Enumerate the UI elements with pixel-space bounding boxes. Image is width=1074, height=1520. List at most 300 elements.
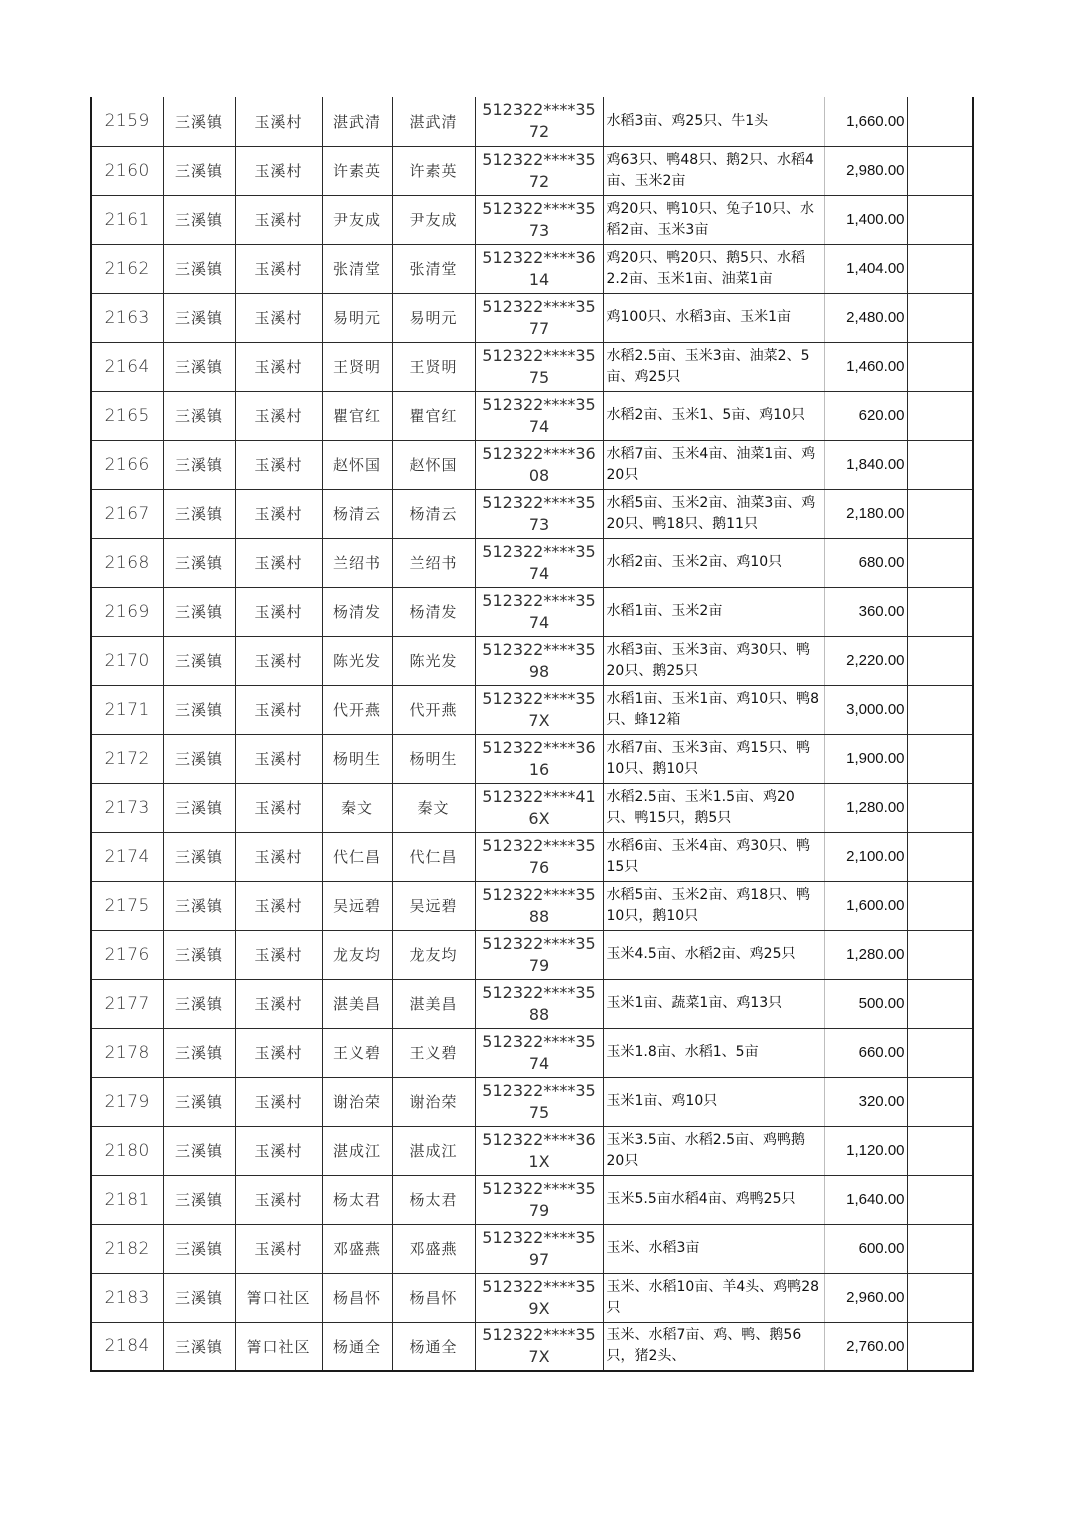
remarks-cell — [907, 440, 973, 489]
row-number-cell: 2171 — [91, 685, 163, 734]
village-cell: 玉溪村 — [235, 1224, 322, 1273]
table-row — [91, 1273, 973, 1322]
village-cell: 玉溪村 — [235, 244, 322, 293]
subsidy-items-cell: 水稻7亩、玉米3亩、鸡15只、鸭10只、鹅10只 — [603, 734, 824, 783]
subsidy-items-cell: 水稻2亩、玉米2亩、鸡10只 — [603, 538, 824, 587]
id-number-line-1: 512322****35 — [482, 688, 596, 708]
id-number-line-2: 98 — [528, 661, 550, 681]
id-number-line-2: 74 — [528, 612, 550, 632]
payee-cell: 龙友均 — [392, 930, 475, 979]
payee-cell: 湛武清 — [392, 97, 475, 146]
id-number-line-1: 512322****35 — [482, 394, 596, 414]
remarks-cell — [907, 1322, 973, 1371]
subsidy-items-cell: 玉米、水稻10亩、羊4头、鸡鸭28只 — [603, 1273, 824, 1322]
id-number-line-2: 88 — [528, 1004, 550, 1024]
id-number-line-1: 512322****35 — [482, 296, 596, 316]
id-number-cell — [475, 587, 603, 636]
household-head-cell: 杨清发 — [322, 587, 392, 636]
row-number-cell: 2180 — [91, 1126, 163, 1175]
id-number-line-1: 512322****35 — [482, 1227, 596, 1247]
payee-cell: 瞿官红 — [392, 391, 475, 440]
amount-cell: 1,460.00 — [824, 342, 907, 391]
id-number-line-2: 1X — [528, 1151, 550, 1171]
amount-cell: 360.00 — [824, 587, 907, 636]
subsidy-items-cell: 鸡100只、水稻3亩、玉米1亩 — [603, 293, 824, 342]
amount-cell: 1,400.00 — [824, 195, 907, 244]
row-number-cell: 2169 — [91, 587, 163, 636]
remarks-cell — [907, 146, 973, 195]
household-head-cell: 湛武清 — [322, 97, 392, 146]
table-row — [91, 636, 973, 685]
village-cell: 玉溪村 — [235, 146, 322, 195]
town-cell: 三溪镇 — [163, 734, 235, 783]
village-cell: 玉溪村 — [235, 734, 322, 783]
id-number-cell — [475, 97, 603, 146]
amount-cell: 1,640.00 — [824, 1175, 907, 1224]
id-number-line-2: 73 — [528, 220, 550, 240]
household-head-cell: 赵怀国 — [322, 440, 392, 489]
amount-cell: 2,480.00 — [824, 293, 907, 342]
town-cell: 三溪镇 — [163, 293, 235, 342]
table-row — [91, 195, 973, 244]
town-cell: 三溪镇 — [163, 244, 235, 293]
amount-cell: 1,280.00 — [824, 783, 907, 832]
row-number-cell: 2168 — [91, 538, 163, 587]
table-row — [91, 881, 973, 930]
town-cell: 三溪镇 — [163, 1175, 235, 1224]
town-cell: 三溪镇 — [163, 1224, 235, 1273]
town-cell: 三溪镇 — [163, 685, 235, 734]
remarks-cell — [907, 1224, 973, 1273]
payee-cell: 杨昌怀 — [392, 1273, 475, 1322]
payee-cell: 兰绍书 — [392, 538, 475, 587]
id-number-line-1: 512322****35 — [482, 1325, 596, 1345]
household-head-cell: 瞿官红 — [322, 391, 392, 440]
remarks-cell — [907, 636, 973, 685]
amount-cell: 2,180.00 — [824, 489, 907, 538]
row-number-cell: 2162 — [91, 244, 163, 293]
table-row — [91, 1077, 973, 1126]
amount-cell: 1,600.00 — [824, 881, 907, 930]
village-cell: 玉溪村 — [235, 979, 322, 1028]
table-body — [91, 97, 973, 1371]
row-number-cell: 2175 — [91, 881, 163, 930]
id-number-line-1: 512322****35 — [482, 590, 596, 610]
remarks-cell — [907, 538, 973, 587]
subsidy-items-cell: 水稻2.5亩、玉米3亩、油菜2、5亩、鸡25只 — [603, 342, 824, 391]
id-number-cell — [475, 1224, 603, 1273]
table-row — [91, 930, 973, 979]
town-cell: 三溪镇 — [163, 1126, 235, 1175]
household-head-cell: 杨太君 — [322, 1175, 392, 1224]
id-number-cell — [475, 195, 603, 244]
payee-cell: 邓盛燕 — [392, 1224, 475, 1273]
village-cell: 玉溪村 — [235, 538, 322, 587]
town-cell: 三溪镇 — [163, 587, 235, 636]
row-number-cell: 2166 — [91, 440, 163, 489]
village-cell: 玉溪村 — [235, 1126, 322, 1175]
table-row — [91, 440, 973, 489]
subsidy-items-cell: 玉米4.5亩、水稻2亩、鸡25只 — [603, 930, 824, 979]
household-head-cell: 湛成江 — [322, 1126, 392, 1175]
table-row — [91, 685, 973, 734]
id-number-cell — [475, 440, 603, 489]
remarks-cell — [907, 734, 973, 783]
payee-cell: 吴远碧 — [392, 881, 475, 930]
row-number-cell: 2182 — [91, 1224, 163, 1273]
household-head-cell: 兰绍书 — [322, 538, 392, 587]
remarks-cell — [907, 1077, 973, 1126]
household-head-cell: 陈光发 — [322, 636, 392, 685]
subsidy-items-cell: 水稻3亩、玉米3亩、鸡30只、鸭20只、鹅25只 — [603, 636, 824, 685]
subsidy-items-cell: 玉米1亩、蔬菜1亩、鸡13只 — [603, 979, 824, 1028]
id-number-line-1: 512322****35 — [482, 100, 596, 120]
town-cell: 三溪镇 — [163, 1028, 235, 1077]
subsidy-items-cell: 鸡20只、鸭20只、鹅5只、水稻2.2亩、玉米1亩、油菜1亩 — [603, 244, 824, 293]
row-number-cell: 2167 — [91, 489, 163, 538]
village-cell: 玉溪村 — [235, 293, 322, 342]
household-head-cell: 易明元 — [322, 293, 392, 342]
row-number-cell: 2183 — [91, 1273, 163, 1322]
remarks-cell — [907, 930, 973, 979]
id-number-line-1: 512322****35 — [482, 198, 596, 218]
id-number-cell — [475, 930, 603, 979]
household-head-cell: 谢治荣 — [322, 1077, 392, 1126]
id-number-line-1: 512322****35 — [482, 149, 596, 169]
id-number-cell — [475, 1175, 603, 1224]
row-number-cell: 2170 — [91, 636, 163, 685]
village-cell: 箐口社区 — [235, 1273, 322, 1322]
id-number-cell — [475, 244, 603, 293]
id-number-line-2: 16 — [528, 759, 550, 779]
row-number-cell: 2165 — [91, 391, 163, 440]
household-head-cell: 龙友均 — [322, 930, 392, 979]
id-number-cell — [475, 391, 603, 440]
id-number-cell — [475, 1028, 603, 1077]
payee-cell: 王义碧 — [392, 1028, 475, 1077]
subsidy-items-cell: 玉米、水稻7亩、鸡、鸭、鹅56只，猪2头、 — [603, 1322, 824, 1371]
town-cell: 三溪镇 — [163, 146, 235, 195]
village-cell: 玉溪村 — [235, 97, 322, 146]
id-number-line-2: 88 — [528, 906, 550, 926]
payee-cell: 代开燕 — [392, 685, 475, 734]
subsidy-items-cell: 水稻5亩、玉米2亩、鸡18只、鸭10只，鹅10只 — [603, 881, 824, 930]
household-head-cell: 杨通全 — [322, 1322, 392, 1371]
row-number-cell: 2161 — [91, 195, 163, 244]
village-cell: 玉溪村 — [235, 342, 322, 391]
table-row — [91, 587, 973, 636]
id-number-line-1: 512322****35 — [482, 492, 596, 512]
village-cell: 玉溪村 — [235, 783, 322, 832]
town-cell: 三溪镇 — [163, 979, 235, 1028]
id-number-line-1: 512322****35 — [482, 1031, 596, 1051]
id-number-line-1: 512322****35 — [482, 639, 596, 659]
id-number-line-2: 97 — [528, 1249, 550, 1269]
id-number-line-1: 512322****41 — [482, 786, 596, 806]
table-row — [91, 342, 973, 391]
remarks-cell — [907, 587, 973, 636]
remarks-cell — [907, 685, 973, 734]
remarks-cell — [907, 244, 973, 293]
table-row — [91, 734, 973, 783]
table-row — [91, 1175, 973, 1224]
household-head-cell: 邓盛燕 — [322, 1224, 392, 1273]
id-number-line-2: 74 — [528, 416, 550, 436]
table-row — [91, 391, 973, 440]
id-number-line-1: 512322****36 — [482, 247, 596, 267]
remarks-cell — [907, 342, 973, 391]
payee-cell: 赵怀国 — [392, 440, 475, 489]
village-cell: 玉溪村 — [235, 685, 322, 734]
subsidy-items-cell: 鸡63只、鸭48只、鹅2只、水稻4亩、玉米2亩 — [603, 146, 824, 195]
id-number-line-1: 512322****35 — [482, 345, 596, 365]
id-number-cell — [475, 489, 603, 538]
id-number-line-1: 512322****36 — [482, 443, 596, 463]
amount-cell: 620.00 — [824, 391, 907, 440]
amount-cell: 2,100.00 — [824, 832, 907, 881]
id-number-line-2: 75 — [528, 1102, 550, 1122]
row-number-cell: 2177 — [91, 979, 163, 1028]
amount-cell: 1,120.00 — [824, 1126, 907, 1175]
payee-cell: 湛美昌 — [392, 979, 475, 1028]
subsidy-items-cell: 水稻6亩、玉米4亩、鸡30只、鸭15只 — [603, 832, 824, 881]
town-cell: 三溪镇 — [163, 538, 235, 587]
town-cell: 三溪镇 — [163, 1077, 235, 1126]
payee-cell: 王贤明 — [392, 342, 475, 391]
id-number-cell — [475, 685, 603, 734]
row-number-cell: 2163 — [91, 293, 163, 342]
amount-cell: 500.00 — [824, 979, 907, 1028]
household-head-cell: 吴远碧 — [322, 881, 392, 930]
village-cell: 玉溪村 — [235, 1077, 322, 1126]
payee-cell: 秦文 — [392, 783, 475, 832]
table-row — [91, 832, 973, 881]
village-cell: 玉溪村 — [235, 832, 322, 881]
subsidy-items-cell: 玉米5.5亩水稻4亩、鸡鸭25只 — [603, 1175, 824, 1224]
amount-cell: 3,000.00 — [824, 685, 907, 734]
row-number-cell: 2176 — [91, 930, 163, 979]
row-number-cell: 2179 — [91, 1077, 163, 1126]
id-number-line-2: 74 — [528, 563, 550, 583]
id-number-line-1: 512322****36 — [482, 737, 596, 757]
town-cell: 三溪镇 — [163, 391, 235, 440]
id-number-cell — [475, 1077, 603, 1126]
village-cell: 玉溪村 — [235, 587, 322, 636]
table-row — [91, 1126, 973, 1175]
subsidy-items-cell: 水稻2亩、玉米1、5亩、鸡10只 — [603, 391, 824, 440]
id-number-cell — [475, 293, 603, 342]
id-number-line-1: 512322****35 — [482, 1178, 596, 1198]
household-head-cell: 王义碧 — [322, 1028, 392, 1077]
subsidy-items-cell: 鸡20只、鸭10只、兔子10只、水稻2亩、玉米3亩 — [603, 195, 824, 244]
village-cell: 箐口社区 — [235, 1322, 322, 1371]
id-number-line-2: 9X — [528, 1298, 550, 1318]
payee-cell: 易明元 — [392, 293, 475, 342]
payee-cell: 杨清发 — [392, 587, 475, 636]
row-number-cell: 2164 — [91, 342, 163, 391]
id-number-line-1: 512322****35 — [482, 933, 596, 953]
id-number-cell — [475, 1126, 603, 1175]
amount-cell: 1,900.00 — [824, 734, 907, 783]
table-row — [91, 146, 973, 195]
id-number-line-2: 72 — [528, 171, 550, 191]
table-row — [91, 783, 973, 832]
remarks-cell — [907, 489, 973, 538]
id-number-line-1: 512322****35 — [482, 982, 596, 1002]
subsidy-items-cell: 水稻5亩、玉米2亩、油菜3亩、鸡20只、鸭18只、鹅11只 — [603, 489, 824, 538]
id-number-line-2: 6X — [528, 808, 550, 828]
amount-cell: 1,404.00 — [824, 244, 907, 293]
household-head-cell: 代仁昌 — [322, 832, 392, 881]
id-number-cell — [475, 1322, 603, 1371]
payee-cell: 尹友成 — [392, 195, 475, 244]
table-row — [91, 1322, 973, 1371]
payee-cell: 陈光发 — [392, 636, 475, 685]
table-row — [91, 1028, 973, 1077]
remarks-cell — [907, 783, 973, 832]
household-head-cell: 湛美昌 — [322, 979, 392, 1028]
household-head-cell: 秦文 — [322, 783, 392, 832]
village-cell: 玉溪村 — [235, 636, 322, 685]
table-row — [91, 244, 973, 293]
id-number-cell — [475, 783, 603, 832]
village-cell: 玉溪村 — [235, 391, 322, 440]
remarks-cell — [907, 391, 973, 440]
payee-cell: 许素英 — [392, 146, 475, 195]
town-cell: 三溪镇 — [163, 783, 235, 832]
subsidy-items-cell: 水稻1亩、玉米2亩 — [603, 587, 824, 636]
remarks-cell — [907, 195, 973, 244]
remarks-cell — [907, 1175, 973, 1224]
subsidy-items-cell: 玉米、水稻3亩 — [603, 1224, 824, 1273]
subsidy-items-cell: 玉米1.8亩、水稻1、5亩 — [603, 1028, 824, 1077]
household-head-cell: 代开燕 — [322, 685, 392, 734]
id-number-line-1: 512322****36 — [482, 1129, 596, 1149]
town-cell: 三溪镇 — [163, 440, 235, 489]
amount-cell: 680.00 — [824, 538, 907, 587]
subsidy-items-cell: 水稻7亩、玉米4亩、油菜1亩、鸡20只 — [603, 440, 824, 489]
payee-cell: 杨太君 — [392, 1175, 475, 1224]
subsidy-table — [90, 97, 974, 1372]
id-number-cell — [475, 146, 603, 195]
row-number-cell: 2160 — [91, 146, 163, 195]
row-number-cell: 2174 — [91, 832, 163, 881]
village-cell: 玉溪村 — [235, 930, 322, 979]
id-number-cell — [475, 636, 603, 685]
id-number-line-2: 72 — [528, 122, 550, 142]
id-number-line-2: 73 — [528, 514, 550, 534]
subsidy-items-cell: 水稻3亩、鸡25只、牛1头 — [603, 97, 824, 146]
id-number-line-2: 79 — [528, 955, 550, 975]
town-cell: 三溪镇 — [163, 1322, 235, 1371]
town-cell: 三溪镇 — [163, 881, 235, 930]
table-row — [91, 1224, 973, 1273]
payee-cell: 杨明生 — [392, 734, 475, 783]
remarks-cell — [907, 1126, 973, 1175]
remarks-cell — [907, 293, 973, 342]
id-number-line-1: 512322****35 — [482, 884, 596, 904]
id-number-cell — [475, 734, 603, 783]
payee-cell: 杨通全 — [392, 1322, 475, 1371]
amount-cell: 1,840.00 — [824, 440, 907, 489]
table-row — [91, 538, 973, 587]
amount-cell: 600.00 — [824, 1224, 907, 1273]
amount-cell: 1,660.00 — [824, 97, 907, 146]
amount-cell: 2,980.00 — [824, 146, 907, 195]
amount-cell: 320.00 — [824, 1077, 907, 1126]
id-number-line-2: 08 — [528, 465, 550, 485]
id-number-cell — [475, 832, 603, 881]
village-cell: 玉溪村 — [235, 1028, 322, 1077]
subsidy-items-cell: 玉米1亩、鸡10只 — [603, 1077, 824, 1126]
subsidy-items-cell: 水稻1亩、玉米1亩、鸡10只、鸭8只、蜂12箱 — [603, 685, 824, 734]
town-cell: 三溪镇 — [163, 930, 235, 979]
table-row — [91, 293, 973, 342]
id-number-cell — [475, 979, 603, 1028]
payee-cell: 杨清云 — [392, 489, 475, 538]
row-number-cell: 2172 — [91, 734, 163, 783]
row-number-cell: 2159 — [91, 97, 163, 146]
household-head-cell: 尹友成 — [322, 195, 392, 244]
row-number-cell: 2178 — [91, 1028, 163, 1077]
table-row — [91, 979, 973, 1028]
payee-cell: 谢治荣 — [392, 1077, 475, 1126]
town-cell: 三溪镇 — [163, 97, 235, 146]
id-number-cell — [475, 1273, 603, 1322]
town-cell: 三溪镇 — [163, 636, 235, 685]
id-number-line-1: 512322****35 — [482, 1276, 596, 1296]
town-cell: 三溪镇 — [163, 1273, 235, 1322]
household-head-cell: 杨昌怀 — [322, 1273, 392, 1322]
table-row — [91, 489, 973, 538]
household-head-cell: 杨清云 — [322, 489, 392, 538]
remarks-cell — [907, 1028, 973, 1077]
id-number-line-2: 79 — [528, 1200, 550, 1220]
amount-cell: 2,220.00 — [824, 636, 907, 685]
id-number-cell — [475, 342, 603, 391]
payee-cell: 湛成江 — [392, 1126, 475, 1175]
amount-cell: 1,280.00 — [824, 930, 907, 979]
payee-cell: 张清堂 — [392, 244, 475, 293]
row-number-cell: 2173 — [91, 783, 163, 832]
household-head-cell: 许素英 — [322, 146, 392, 195]
payee-cell: 代仁昌 — [392, 832, 475, 881]
id-number-line-2: 76 — [528, 857, 550, 877]
household-head-cell: 杨明生 — [322, 734, 392, 783]
remarks-cell — [907, 1273, 973, 1322]
village-cell: 玉溪村 — [235, 881, 322, 930]
household-head-cell: 王贤明 — [322, 342, 392, 391]
row-number-cell: 2181 — [91, 1175, 163, 1224]
id-number-line-2: 14 — [528, 269, 550, 289]
amount-cell: 2,960.00 — [824, 1273, 907, 1322]
amount-cell: 2,760.00 — [824, 1322, 907, 1371]
id-number-line-2: 74 — [528, 1053, 550, 1073]
town-cell: 三溪镇 — [163, 489, 235, 538]
town-cell: 三溪镇 — [163, 195, 235, 244]
town-cell: 三溪镇 — [163, 342, 235, 391]
id-number-line-2: 7X — [528, 710, 550, 730]
id-number-line-1: 512322****35 — [482, 835, 596, 855]
id-number-line-1: 512322****35 — [482, 1080, 596, 1100]
village-cell: 玉溪村 — [235, 440, 322, 489]
remarks-cell — [907, 832, 973, 881]
id-number-line-2: 7X — [528, 1347, 550, 1367]
id-number-line-2: 75 — [528, 367, 550, 387]
town-cell: 三溪镇 — [163, 832, 235, 881]
subsidy-items-cell: 水稻2.5亩、玉米1.5亩、鸡20只、鸭15只，鹅5只 — [603, 783, 824, 832]
id-number-cell — [475, 881, 603, 930]
